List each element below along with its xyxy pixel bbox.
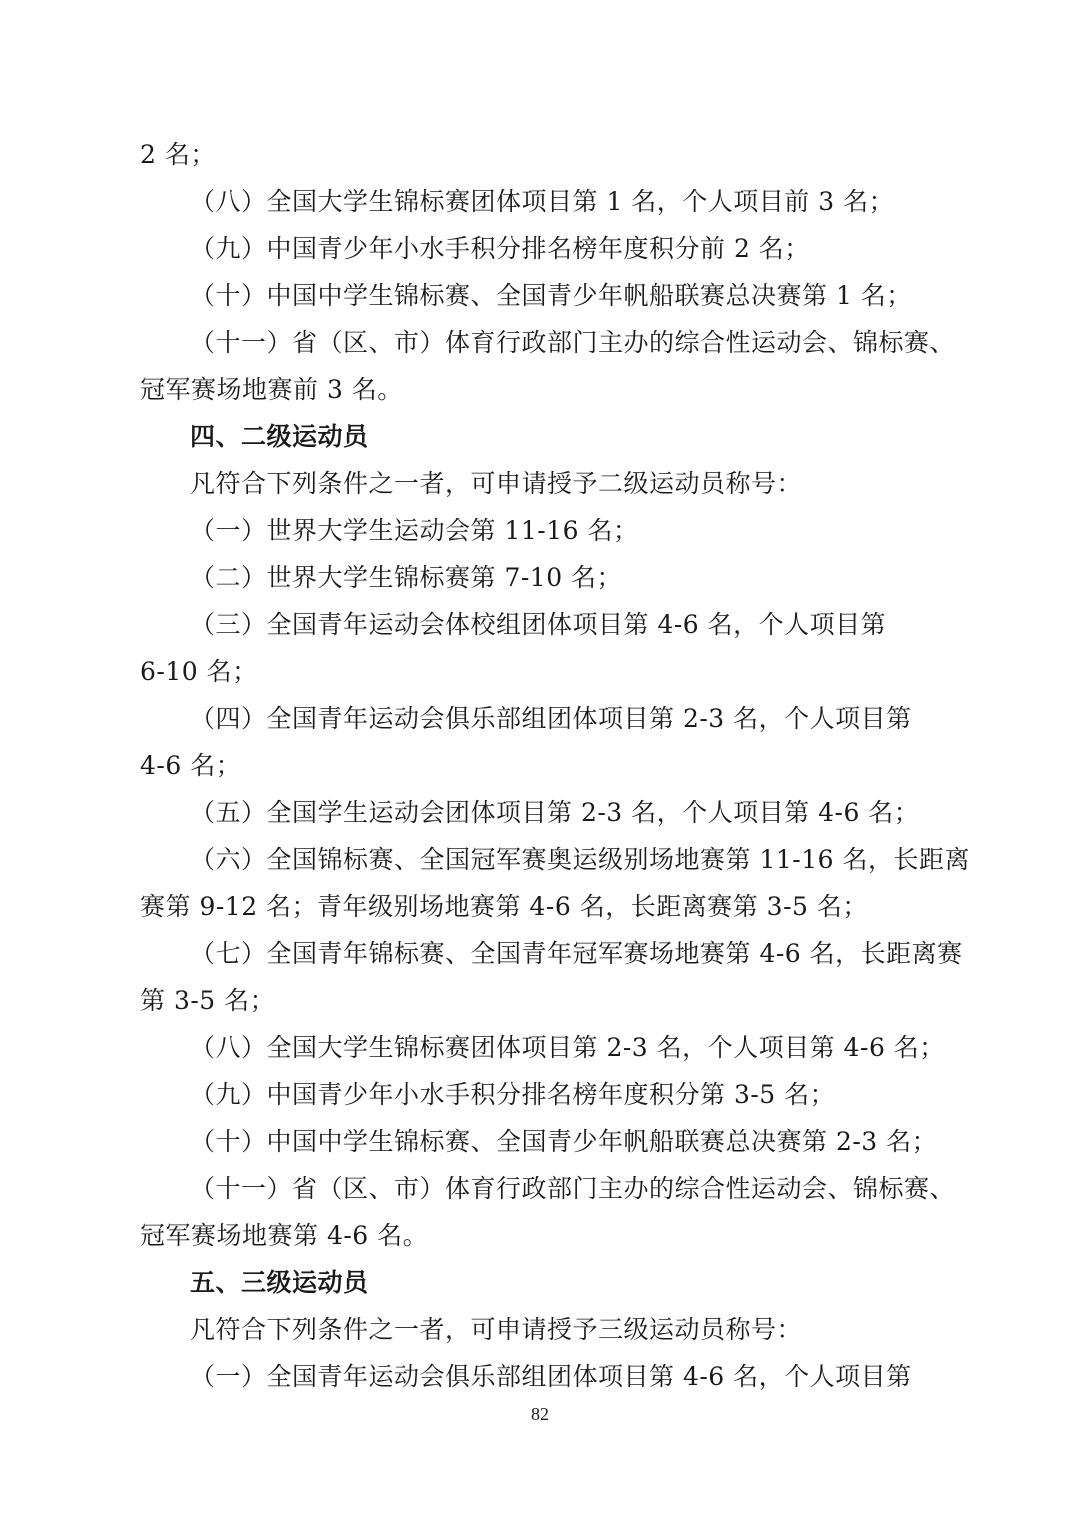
- list-item: （十一）省（区、市）体育行政部门主办的综合性运动会、锦标赛、: [190, 328, 956, 357]
- page-number: 82: [531, 1404, 549, 1424]
- list-item: （六）全国锦标赛、全国冠军赛奥运级别场地赛第 11-16 名，长距离: [190, 845, 970, 874]
- list-item: （九）中国青少年小水手积分排名榜年度积分前 2 名；: [190, 234, 810, 263]
- section-heading: 五、三级运动员: [190, 1268, 369, 1297]
- text-line: 凡符合下列条件之一者，可申请授予二级运动员称号：: [190, 469, 803, 498]
- text-line: 6-10 名；: [140, 657, 258, 686]
- list-item: （四）全国青年运动会俱乐部组团体项目第 2-3 名，个人项目第: [190, 704, 912, 733]
- list-item: （十）中国中学生锦标赛、全国青少年帆船联赛总决赛第 2-3 名；: [190, 1127, 938, 1156]
- section-heading: 四、二级运动员: [190, 422, 369, 451]
- list-item: （一）世界大学生运动会第 11-16 名；: [190, 516, 639, 545]
- list-item: （九）中国青少年小水手积分排名榜年度积分第 3-5 名；: [190, 1080, 836, 1109]
- list-item: （八）全国大学生锦标赛团体项目第 2-3 名，个人项目第 4-6 名；: [190, 1033, 945, 1062]
- list-item: （七）全国青年锦标赛、全国青年冠军赛场地赛第 4-6 名，长距离赛: [190, 939, 963, 968]
- text-line: 第 3-5 名；: [140, 986, 276, 1015]
- text-line: 冠军赛场地赛前 3 名。: [140, 375, 403, 404]
- text-line: 2 名；: [140, 140, 216, 169]
- text-line: 凡符合下列条件之一者，可申请授予三级运动员称号：: [190, 1315, 803, 1344]
- text-line: 冠军赛场地赛第 4-6 名。: [140, 1221, 429, 1250]
- text-line: 赛第 9-12 名；青年级别场地赛第 4-6 名，长距离赛第 3-5 名；: [140, 892, 868, 921]
- text-line: 4-6 名；: [140, 751, 242, 780]
- list-item: （八）全国大学生锦标赛团体项目第 1 名，个人项目前 3 名；: [190, 187, 895, 216]
- list-item: （一）全国青年运动会俱乐部组团体项目第 4-6 名，个人项目第: [190, 1362, 912, 1391]
- list-item: （十一）省（区、市）体育行政部门主办的综合性运动会、锦标赛、: [190, 1174, 956, 1203]
- list-item: （十）中国中学生锦标赛、全国青少年帆船联赛总决赛第 1 名；: [190, 281, 912, 310]
- list-item: （五）全国学生运动会团体项目第 2-3 名，个人项目第 4-6 名；: [190, 798, 920, 827]
- list-item: （二）世界大学生锦标赛第 7-10 名；: [190, 563, 623, 592]
- list-item: （三）全国青年运动会体校组团体项目第 4-6 名，个人项目第: [190, 610, 887, 639]
